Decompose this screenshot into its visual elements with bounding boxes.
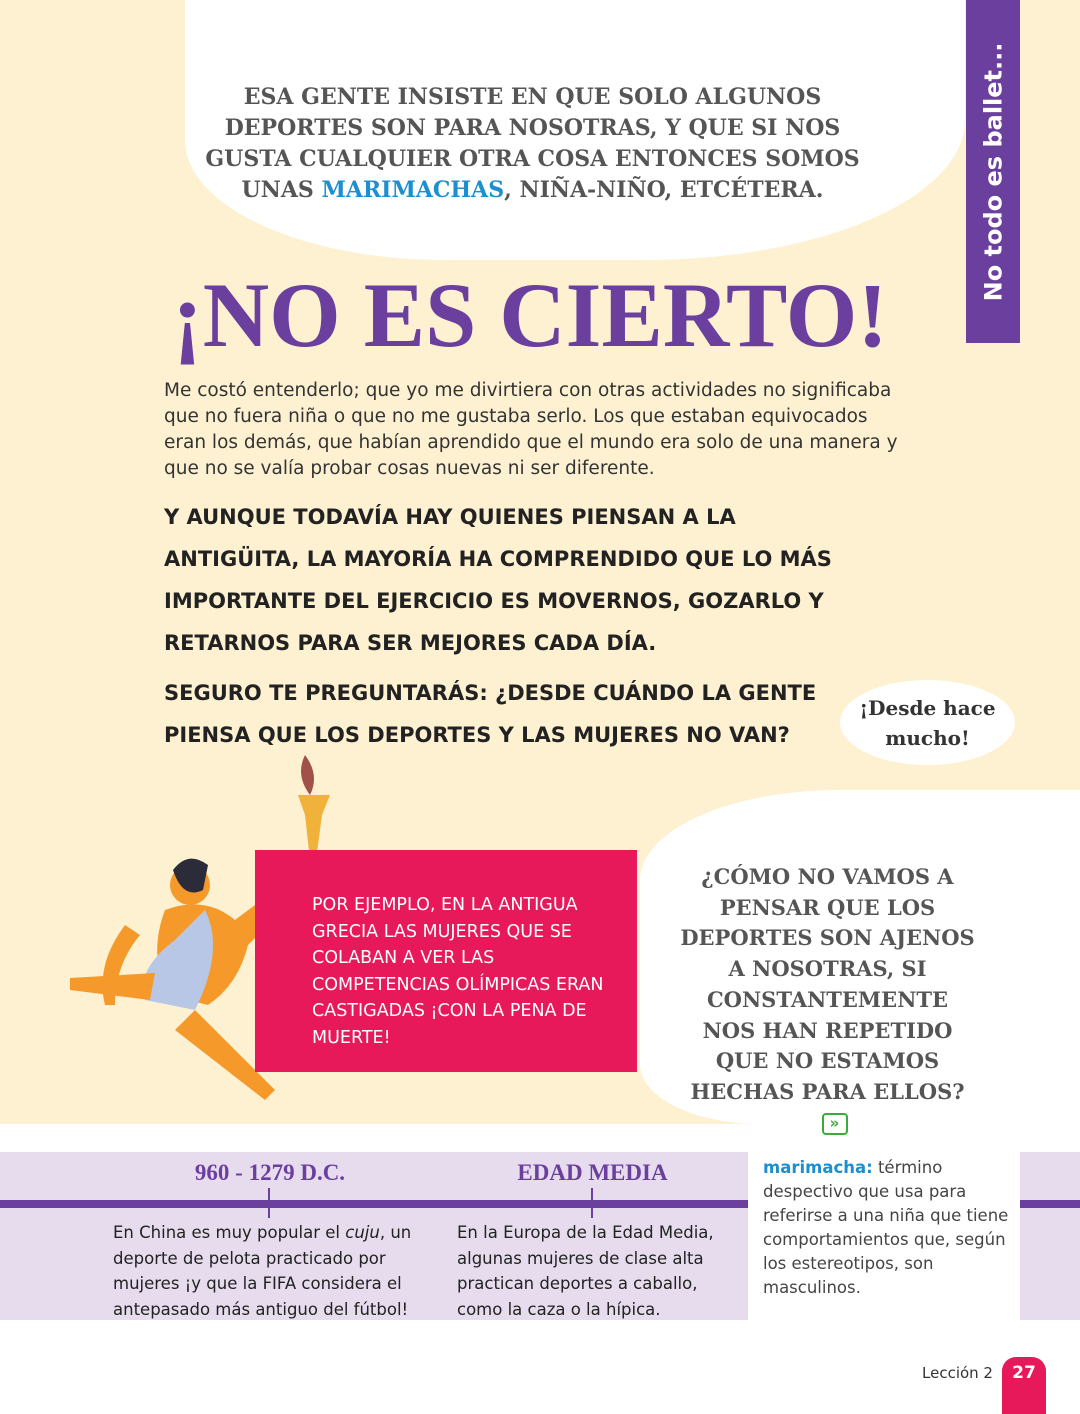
question-text <box>680 862 975 1138</box>
bubble-text-a: ESA GENTE INSISTE EN QUE SOLO ALGUNOS DEPORTES SON PARA NOSOTRAS, Y QUE SI NOS GUSTA CUALQUIER OTRA COSA ENTONCES SOMOS UNAS <box>205 84 860 203</box>
caps-paragraph-2: SEGURO TE PREGUNTARÁS: ¿DESDE CUÁNDO LA GENTE PIENSA QUE LOS DEPORTES Y LAS MUJERES NO VAN? <box>164 681 817 747</box>
torch-flame-icon <box>301 755 314 795</box>
speech-bubble: ¡Desde hace mucho! <box>840 680 1015 765</box>
caps-paragraph-1: Y AUNQUE TODAVÍA HAY QUIENES PIENSAN A LA ANTIGÜITA, LA MAYORÍA HA COMPRENDIDO QUE LO MÁS IMPORTANTE DEL EJERCICIO ES MOVERNOS, GOZARLO Y RETARNOS PARA SER MEJORES CADA DÍA. <box>164 505 832 655</box>
timeline-tick <box>591 1188 593 1218</box>
timeline-date: 960 - 1279 D.C. <box>194 1160 346 1185</box>
fact-box: POR EJEMPLO, EN LA ANTIGUA GRECIA LAS MUJERES QUE SE COLABAN A VER LAS COMPETENCIAS OLÍMPICAS ERAN CASTIGADAS ¡CON LA PENA DE MUERTE! <box>255 850 637 1072</box>
glossary-term: marimacha: <box>763 1158 873 1177</box>
glossary-definition: término despectivo que usa para referirse a una niña que tiene comportamientos que, según los estereotipos, son masculinos. <box>763 1158 1009 1297</box>
event-text: , un deporte de pelota practicado por mujeres ¡y que la FIFA considera el antepasado más antiguo del fútbol! <box>113 1223 412 1319</box>
bubble-text <box>200 82 865 206</box>
timeline-event: En la Europa de la Edad Media, algunas mujeres de clase alta practican deportes a caballo, como la caza o la hípica. <box>457 1223 714 1319</box>
bubble-text-b: , NIÑA-NIÑO, ETCÉTERA. <box>504 177 824 203</box>
glossary-term-link[interactable]: MARIMACHAS <box>321 177 505 203</box>
timeline-date: EDAD MEDIA <box>517 1160 668 1185</box>
body-paragraph: Me costó entenderlo; que yo me divirtiera con otras actividades no significaba que no fuera niña o que no me gustaba serlo. Los que estaban equivocados eran los demás, que habían aprendido que el mundo era solo de una manera y que no se valía probar cosas nuevas ni ser diferente. <box>164 380 898 479</box>
lesson-label: Lección 2 <box>922 1364 993 1382</box>
event-text: En China es muy popular el <box>113 1223 346 1242</box>
section-tab-label: No todo es ballet... <box>979 42 1008 301</box>
timeline-tick <box>268 1188 270 1218</box>
page-number: 27 <box>1002 1357 1046 1414</box>
page-title: ¡NO ES CIERTO! <box>172 264 888 366</box>
event-italic: cuju <box>345 1223 380 1242</box>
question-label: ¿CÓMO NO VAMOS A PENSAR QUE LOS DEPORTES SON AJENOS A NOSOTRAS, SI CONSTANTEMENTE NOS HAN REPETIDO QUE NO ESTAMOS HECHAS PARA ELLOS? <box>680 864 975 1104</box>
double-chevron-right-icon[interactable]: » <box>822 1113 848 1135</box>
timeline-event <box>113 1220 443 1322</box>
glossary-box <box>748 1152 1020 1322</box>
